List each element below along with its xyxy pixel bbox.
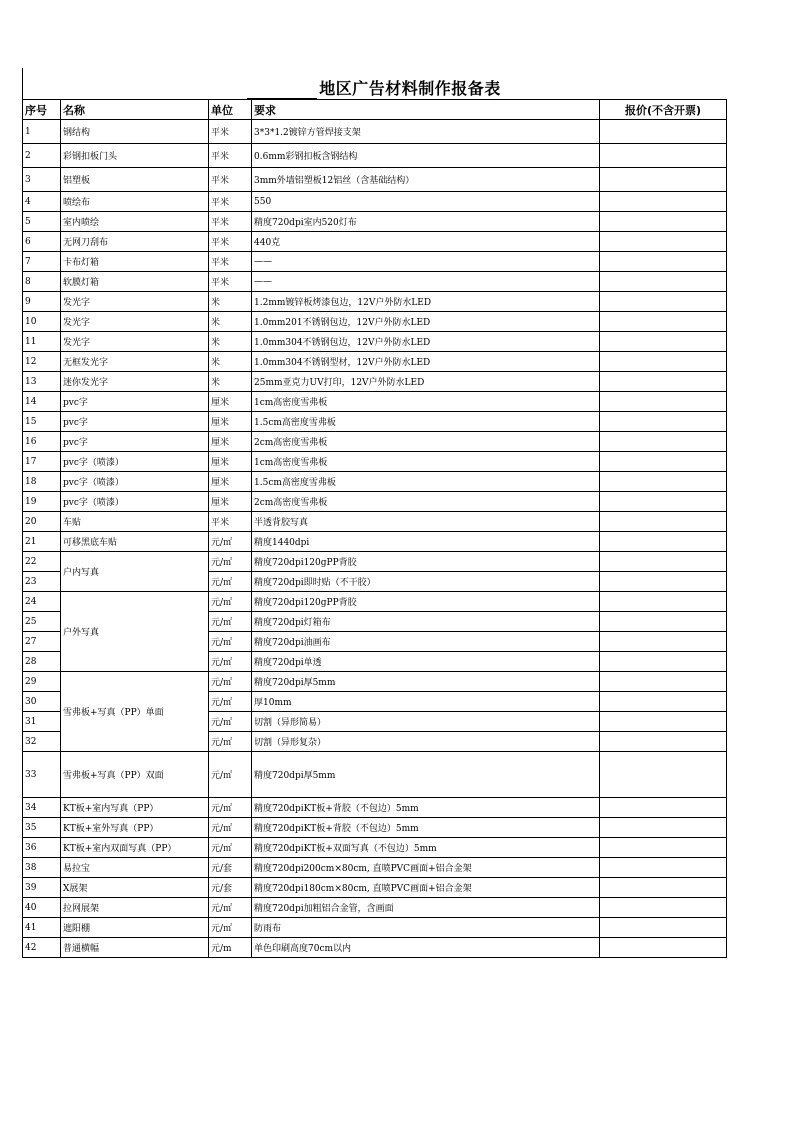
cell-unit: 元/㎡ <box>209 752 252 798</box>
cell-unit: 元/㎡ <box>209 712 252 732</box>
page-title <box>22 76 726 98</box>
cell-name: 室内喷绘 <box>61 212 209 232</box>
cell-name: 普通横幅 <box>61 938 209 958</box>
table-row <box>23 552 727 572</box>
table-row <box>23 192 727 212</box>
cell-requirement: 2cm高密度雪弗板 <box>252 492 600 512</box>
cell-price[interactable] <box>600 332 727 352</box>
table-row <box>23 492 727 512</box>
cell-no: 16 <box>23 432 61 452</box>
table-row <box>23 392 727 412</box>
cell-unit: 平米 <box>209 144 252 168</box>
cell-price[interactable] <box>600 392 727 412</box>
cell-price[interactable] <box>600 818 727 838</box>
cell-requirement: 1.0mm201不锈钢包边，12V户外防水LED <box>252 312 600 332</box>
cell-requirement: 1.0mm304不锈钢型材，12V户外防水LED <box>252 352 600 372</box>
cell-no: 14 <box>23 392 61 412</box>
cell-price[interactable] <box>600 352 727 372</box>
cell-price[interactable] <box>600 712 727 732</box>
table-row <box>23 838 727 858</box>
cell-name: KT板+室内写真（PP） <box>61 798 209 818</box>
cell-requirement: 3mm外墙铝塑板12铝丝（含基础结构） <box>252 168 600 192</box>
cell-unit: 平米 <box>209 252 252 272</box>
cell-price[interactable] <box>600 168 727 192</box>
table-row <box>23 332 727 352</box>
cell-requirement: 厚10mm <box>252 692 600 712</box>
table-row <box>23 672 727 692</box>
cell-name: 拉网展架 <box>61 898 209 918</box>
cell-unit: 厘米 <box>209 492 252 512</box>
cell-name: pvc字（喷漆） <box>61 492 209 512</box>
cell-no: 22 <box>23 552 61 572</box>
cell-requirement: 3*3*1.2镀锌方管焊接支架 <box>252 120 600 144</box>
cell-no: 19 <box>23 492 61 512</box>
table-row <box>23 292 727 312</box>
cell-name: pvc字（喷漆） <box>61 472 209 492</box>
table-row <box>23 352 727 372</box>
cell-name: 易拉宝 <box>61 858 209 878</box>
cell-price[interactable] <box>600 798 727 818</box>
cell-unit: 米 <box>209 352 252 372</box>
cell-name: 无框发光字 <box>61 352 209 372</box>
cell-no: 2 <box>23 144 61 168</box>
cell-requirement: 25mm亚克力UV打印，12V户外防水LED <box>252 372 600 392</box>
header-unit: 单位 <box>209 100 252 120</box>
cell-unit: 米 <box>209 312 252 332</box>
cell-requirement: 精度720dpi120gPP背胶 <box>252 552 600 572</box>
cell-unit: 元/㎡ <box>209 532 252 552</box>
cell-name: 发光字 <box>61 312 209 332</box>
cell-requirement: 半透背胶写真 <box>252 512 600 532</box>
cell-requirement: 440克 <box>252 232 600 252</box>
cell-no: 10 <box>23 312 61 332</box>
table-row <box>23 918 727 938</box>
header-name: 名称 <box>61 100 209 120</box>
cell-price[interactable] <box>600 732 727 752</box>
cell-unit: 平米 <box>209 168 252 192</box>
cell-unit: 平米 <box>209 512 252 532</box>
cell-no: 20 <box>23 512 61 532</box>
cell-price[interactable] <box>600 672 727 692</box>
cell-price[interactable] <box>600 272 727 292</box>
table-row <box>23 212 727 232</box>
cell-name: pvc字 <box>61 432 209 452</box>
cell-price[interactable] <box>600 938 727 958</box>
cell-unit: 平米 <box>209 192 252 212</box>
cell-no: 35 <box>23 818 61 838</box>
cell-requirement: 精度720dpi油画布 <box>252 632 600 652</box>
cell-requirement: 1.5cm高密度雪弗板 <box>252 472 600 492</box>
cell-price[interactable] <box>600 918 727 938</box>
cell-no: 29 <box>23 672 61 692</box>
cell-price[interactable] <box>600 192 727 212</box>
cell-requirement: 切割（异形复杂） <box>252 732 600 752</box>
cell-requirement: 精度720dpi加粗铝合金管，含画面 <box>252 898 600 918</box>
cell-unit: 平米 <box>209 272 252 292</box>
cell-name: 迷你发光字 <box>61 372 209 392</box>
header-requirement: 要求 <box>252 100 600 120</box>
cell-requirement: 单色印刷高度70cm以内 <box>252 938 600 958</box>
cell-name: 车贴 <box>61 512 209 532</box>
cell-name: pvc字（喷漆） <box>61 452 209 472</box>
cell-no: 6 <box>23 232 61 252</box>
cell-price[interactable] <box>600 452 727 472</box>
cell-price[interactable] <box>600 532 727 552</box>
cell-unit: 米 <box>209 372 252 392</box>
table-row <box>23 432 727 452</box>
cell-name: 发光字 <box>61 292 209 312</box>
cell-unit: 平米 <box>209 232 252 252</box>
cell-requirement: 1cm高密度雪弗板 <box>252 452 600 472</box>
table-row <box>23 120 727 144</box>
cell-unit: 元/㎡ <box>209 798 252 818</box>
cell-unit: 元/m <box>209 938 252 958</box>
cell-unit: 元/㎡ <box>209 692 252 712</box>
cell-name-merged: 雪弗板+写真（PP）单面 <box>61 672 209 752</box>
table-row <box>23 144 727 168</box>
cell-name: 可移黑底车贴 <box>61 532 209 552</box>
cell-unit: 米 <box>209 332 252 352</box>
cell-name: 无网刀刮布 <box>61 232 209 252</box>
cell-requirement: —— <box>252 272 600 292</box>
cell-requirement: 1.0mm304不锈钢包边，12V户外防水LED <box>252 332 600 352</box>
cell-no: 11 <box>23 332 61 352</box>
table-row <box>23 798 727 818</box>
cell-requirement: 精度720dpi灯箱布 <box>252 612 600 632</box>
cell-price[interactable] <box>600 652 727 672</box>
table-row <box>23 452 727 472</box>
cell-unit: 厘米 <box>209 392 252 412</box>
cell-price[interactable] <box>600 878 727 898</box>
cell-requirement: 精度720dpi厚5mm <box>252 752 600 798</box>
cell-price[interactable] <box>600 432 727 452</box>
table-row <box>23 898 727 918</box>
cell-requirement: 精度720dpi120gPP背胶 <box>252 592 600 612</box>
cell-price[interactable] <box>600 472 727 492</box>
cell-unit: 元/㎡ <box>209 918 252 938</box>
table-row <box>23 372 727 392</box>
cell-no: 32 <box>23 732 61 752</box>
cell-name: 雪弗板+写真（PP）双面 <box>61 752 209 798</box>
cell-requirement: 精度720dpi即时贴（不干胶） <box>252 572 600 592</box>
cell-no: 7 <box>23 252 61 272</box>
cell-no: 9 <box>23 292 61 312</box>
cell-requirement: 防雨布 <box>252 918 600 938</box>
cell-no: 41 <box>23 918 61 938</box>
cell-unit: 元/㎡ <box>209 592 252 612</box>
table-row <box>23 472 727 492</box>
cell-price[interactable] <box>600 120 727 144</box>
title-text: 地区广告材料制作报备表 <box>319 79 501 98</box>
table-row <box>23 412 727 432</box>
cell-unit: 元/套 <box>209 878 252 898</box>
cell-no: 18 <box>23 472 61 492</box>
cell-name: 钢结构 <box>61 120 209 144</box>
cell-unit: 厘米 <box>209 472 252 492</box>
cell-no: 34 <box>23 798 61 818</box>
cell-name: 卡布灯箱 <box>61 252 209 272</box>
cell-no: 40 <box>23 898 61 918</box>
cell-unit: 元/㎡ <box>209 838 252 858</box>
cell-price[interactable] <box>600 612 727 632</box>
cell-requirement: —— <box>252 252 600 272</box>
cell-no: 42 <box>23 938 61 958</box>
cell-price[interactable] <box>600 252 727 272</box>
cell-name: X展架 <box>61 878 209 898</box>
cell-price[interactable] <box>600 572 727 592</box>
cell-name: KT板+室内双面写真（PP） <box>61 838 209 858</box>
cell-name-merged: 户内写真 <box>61 552 209 592</box>
header-no: 序号 <box>23 100 61 120</box>
cell-no: 28 <box>23 652 61 672</box>
table-row <box>23 512 727 532</box>
cell-no: 3 <box>23 168 61 192</box>
table-row <box>23 168 727 192</box>
cell-no: 8 <box>23 272 61 292</box>
table-row <box>23 818 727 838</box>
cell-name: pvc字 <box>61 412 209 432</box>
cell-requirement: 精度720dpiKT板+背胶（不包边）5mm <box>252 818 600 838</box>
table-row <box>23 272 727 292</box>
materials-table <box>22 99 727 958</box>
table-row <box>23 232 727 252</box>
cell-no: 33 <box>23 752 61 798</box>
cell-no: 31 <box>23 712 61 732</box>
cell-price[interactable] <box>600 632 727 652</box>
cell-requirement: 550 <box>252 192 600 212</box>
cell-no: 39 <box>23 878 61 898</box>
cell-price[interactable] <box>600 592 727 612</box>
cell-no: 27 <box>23 632 61 652</box>
cell-price[interactable] <box>600 552 727 572</box>
header-price: 报价(不含开票) <box>600 100 727 120</box>
cell-no: 17 <box>23 452 61 472</box>
cell-no: 25 <box>23 612 61 632</box>
cell-name: 彩钢扣板门头 <box>61 144 209 168</box>
cell-requirement: 0.6mm彩钢扣板含钢结构 <box>252 144 600 168</box>
cell-name: KT板+室外写真（PP） <box>61 818 209 838</box>
cell-unit: 元/套 <box>209 858 252 878</box>
cell-price[interactable] <box>600 692 727 712</box>
cell-unit: 平米 <box>209 120 252 144</box>
cell-requirement: 精度720dpi200cm×80cm, 直喷PVC画面+铝合金架 <box>252 858 600 878</box>
cell-requirement: 精度720dpiKT板+双面写真（不包边）5mm <box>252 838 600 858</box>
cell-no: 1 <box>23 120 61 144</box>
cell-no: 38 <box>23 858 61 878</box>
cell-unit: 平米 <box>209 212 252 232</box>
cell-price[interactable] <box>600 858 727 878</box>
cell-no: 23 <box>23 572 61 592</box>
cell-requirement: 1.5cm高密度雪弗板 <box>252 412 600 432</box>
cell-no: 13 <box>23 372 61 392</box>
cell-name: 发光字 <box>61 332 209 352</box>
cell-no: 21 <box>23 532 61 552</box>
cell-name: pvc字 <box>61 392 209 412</box>
cell-unit: 厘米 <box>209 412 252 432</box>
table-row <box>23 752 727 798</box>
cell-unit: 元/㎡ <box>209 898 252 918</box>
cell-price[interactable] <box>600 232 727 252</box>
cell-no: 5 <box>23 212 61 232</box>
cell-no: 36 <box>23 838 61 858</box>
cell-unit: 元/㎡ <box>209 632 252 652</box>
cell-no: 24 <box>23 592 61 612</box>
cell-price[interactable] <box>600 312 727 332</box>
cell-requirement: 2cm高密度雪弗板 <box>252 432 600 452</box>
cell-no: 30 <box>23 692 61 712</box>
cell-requirement: 精度720dpi室内520灯布 <box>252 212 600 232</box>
table-row <box>23 592 727 612</box>
header-row <box>23 100 727 120</box>
cell-requirement: 精度720dpi单透 <box>252 652 600 672</box>
cell-unit: 元/㎡ <box>209 818 252 838</box>
cell-no: 4 <box>23 192 61 212</box>
table-row <box>23 858 727 878</box>
cell-name: 遮阳棚 <box>61 918 209 938</box>
cell-name: 铝塑板 <box>61 168 209 192</box>
cell-unit: 元/㎡ <box>209 612 252 632</box>
cell-unit: 元/㎡ <box>209 652 252 672</box>
table-row <box>23 938 727 958</box>
cell-price[interactable] <box>600 144 727 168</box>
cell-requirement: 精度720dpiKT板+背胶（不包边）5mm <box>252 798 600 818</box>
cell-requirement: 1.2mm镀锌板烤漆包边，12V户外防水LED <box>252 292 600 312</box>
cell-price[interactable] <box>600 898 727 918</box>
cell-price[interactable] <box>600 372 727 392</box>
cell-no: 12 <box>23 352 61 372</box>
region-blank <box>247 82 317 99</box>
cell-requirement: 精度720dpi厚5mm <box>252 672 600 692</box>
cell-requirement: 精度1440dpi <box>252 532 600 552</box>
cell-requirement: 精度720dpi180cm×80cm, 直喷PVC画面+铝合金架 <box>252 878 600 898</box>
table-row <box>23 532 727 552</box>
cell-unit: 厘米 <box>209 432 252 452</box>
cell-price[interactable] <box>600 752 727 798</box>
cell-name: 喷绘布 <box>61 192 209 212</box>
cell-unit: 元/㎡ <box>209 732 252 752</box>
cell-name-merged: 户外写真 <box>61 592 209 672</box>
cell-price[interactable] <box>600 512 727 532</box>
table-row <box>23 878 727 898</box>
cell-no: 15 <box>23 412 61 432</box>
cell-requirement: 切割（异形简易） <box>252 712 600 732</box>
cell-price[interactable] <box>600 838 727 858</box>
cell-unit: 元/㎡ <box>209 552 252 572</box>
cell-unit: 米 <box>209 292 252 312</box>
cell-unit: 元/㎡ <box>209 572 252 592</box>
cell-price[interactable] <box>600 292 727 312</box>
cell-price[interactable] <box>600 212 727 232</box>
cell-unit: 元/㎡ <box>209 672 252 692</box>
cell-price[interactable] <box>600 492 727 512</box>
cell-requirement: 1cm高密度雪弗板 <box>252 392 600 412</box>
cell-price[interactable] <box>600 412 727 432</box>
table-row <box>23 252 727 272</box>
cell-unit: 厘米 <box>209 452 252 472</box>
cell-name: 软膜灯箱 <box>61 272 209 292</box>
table-row <box>23 312 727 332</box>
